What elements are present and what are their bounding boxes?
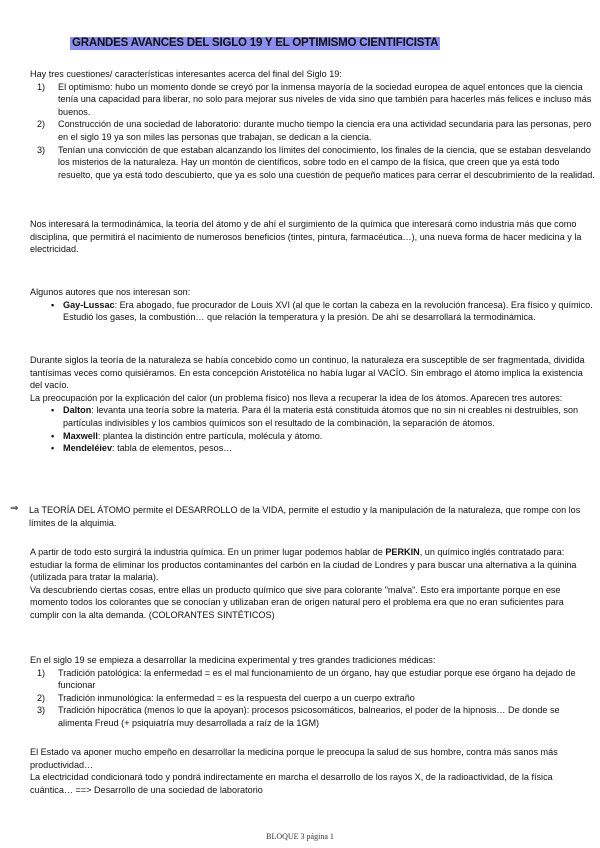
author-name: Dalton (63, 405, 92, 416)
author-text: : tabla de elementos, pesos… (112, 443, 233, 454)
authors-list (30, 299, 595, 324)
list-item (49, 442, 595, 455)
arrow-paragraph (10, 504, 595, 529)
characteristics-list (30, 81, 595, 182)
list-number: 2) (37, 119, 46, 130)
list-number: 2) (37, 692, 46, 703)
list-item (37, 118, 595, 143)
list-item (49, 299, 595, 324)
list-item (37, 704, 595, 729)
paragraph: En el siglo 19 se empieza a desarrollar la medicina experimental y tres grandes tradiciones médicas: (30, 655, 436, 665)
page-title: GRANDES AVANCES DEL SIGLO 19 Y EL OPTIMISMO CIENTIFICISTA (72, 37, 439, 49)
paragraph: Va descubriendo ciertas cosas, entre ellas un producto químico que sive para colorante "malva". Esto era importante porque en ese momento todos los colorantes que se conocían y utilizaban eran de origen natural pero el problema era que no eran suficientes para cumplir con la alta demanda. (COLORANTES SINTÉTICOS) (30, 584, 564, 620)
intro-section (30, 68, 595, 181)
atom-theory-conclusion (10, 504, 595, 529)
paragraph: La preocupación por la explicación del calor (un problema físico) nos lleva a recuperar la idea de los átomos. Aparecen tres autores: (30, 392, 563, 403)
bullet-icon: • (51, 405, 55, 416)
paragraph (30, 546, 595, 584)
termodinamica-paragraph (30, 218, 595, 256)
industry-section (30, 546, 595, 622)
author-text: : Era abogado, fue procurador de Louis XVI (al que le cortan la cabeza en la revolución francesa). Era físico y químico. Estudió los gases, la combustión… que relación la temperatura y la presión. De ahí se desarrollará la termodinámica. (63, 299, 593, 323)
bullet-icon: • (51, 430, 55, 441)
paragraph: El Estado va aponer mucho empeño en desarrollar la medicina porque le preocupa la salud de sus hombre, contra más sanos más productividad… (30, 747, 558, 770)
list-number: 1) (37, 667, 46, 678)
paragraph: Nos interesará la termodinámica, la teoría del átomo y de ahí el surgimiento de la química que interesará como industria más que como disciplina, que permitirá el nacimiento de numerosos beneficios (tintes, pintura, farmacéutica…), una nueva forma de hacer medicina y la electricidad. (30, 219, 582, 255)
bullet-icon: • (51, 443, 55, 454)
list-number: 3) (37, 144, 46, 155)
paragraph: Algunos autores que nos interesan son: (30, 287, 191, 297)
author-name: Gay-Lussac (63, 299, 115, 310)
list-text: Tradición hipocrática (menos lo que la apoyan): procesos psicosomáticos, balnearios, el poder de la hipnosis… De donde se alimenta Freud (+ psiquiatría muy desarrollada a raíz de la 1GM) (58, 705, 560, 728)
list-item (37, 81, 595, 119)
bullet-icon: • (51, 299, 55, 310)
list-number: 3) (37, 705, 46, 716)
list-item (37, 144, 595, 182)
intro-paragraph: Hay tres cuestiones/ características interesantes acerca del final del Siglo 19: (30, 69, 342, 79)
list-text: Tradición patológica: la enfermedad = es el mal funcionamiento de un órgano, hay que estudiar porque ese órgano ha dejado de funcionar (58, 667, 576, 691)
list-item (37, 692, 595, 705)
arrow-text: La TEORÍA DEL ÁTOMO permite el DESARROLLO de la VIDA, permite el estudio y la manipulación de la naturaleza, que rompe con los límites de la alquimia. (29, 505, 581, 528)
list-item (49, 404, 595, 429)
list-item (49, 430, 595, 443)
paragraph: Durante siglos la teoría de la naturaleza se había concebido como un continuo, la naturaleza era susceptible de ser fragmentada, dividida tantísimas veces como quisiéramos. En esta concepción Aristotélica no había lugar al VACÍO. Sin embrago el átomo implica la existencia del vacío. (30, 355, 585, 391)
paragraph: La electricidad condicionará todo y pondrá indirectamente en marcha el desarrollo de los rayos X, de la radioactividad, de la física cuántica… ==> Desarrollo de una sociedad de laboratorio (30, 772, 553, 795)
state-section (30, 746, 595, 796)
list-text: Tradición inmunológica: la enfermedad = es la respuesta del cuerpo a un cuerpo extraño (58, 692, 415, 703)
list-text: Construcción de una sociedad de laboratorio: durante mucho tiempo la ciencia era una actividad secundaria para las personas, pero en el siglo 19 ya son miles las personas que trabajan, se dedican a la ciencia. (58, 119, 592, 142)
author-text: : levanta una teoría sobre la materia. Para él la materia está constituida átomos que no sin ni creables ni destruibles, son partículas indivisibles y los cambios químicos son el resultado de la combinación, la separación de átomos. (63, 405, 579, 428)
author-text: : plantea la distinción entre partícula, molécula y átomo. (97, 430, 323, 441)
page-footer: BLOQUE 3 página 1 (266, 832, 334, 841)
arrow-icon: ⇒ (10, 503, 19, 514)
list-text: El optimismo: hubo un momento donde se creyó por la inmensa mayoría de la sociedad europea de aquel entonces que la ciencia tenía una capacidad para liberar, no solo para mejorar sus niveles de vida sino que también para hacerles más felices e incluso más buenos. (58, 81, 592, 117)
author-name: Mendeléiev (63, 443, 113, 454)
authors-section (30, 286, 595, 324)
medicine-section (30, 654, 595, 730)
medical-traditions-list (30, 667, 595, 730)
text-span: , un químico inglés contratado para: estudiar la forma de eliminar los productos contaminantes del carbón en la ciudad de Londres y para buscar una alternativa a la quinina (utilizada para tratar la malaria). (30, 547, 577, 583)
atom-authors-list (30, 404, 595, 454)
atom-section (30, 354, 595, 455)
list-item (37, 667, 595, 692)
text-span: A partir de todo esto surgirá la industria química. En un primer lugar podemos hablar de (30, 547, 386, 557)
list-number: 1) (37, 81, 46, 92)
author-name: PERKIN (385, 547, 420, 557)
list-text: Tenían una convicción de que estaban alcanzando los límites del conocimiento, los finales de la ciencia, que se estaban desvelando los misterios de la naturaleza. Hay un montón de científicos, sobre todo en el campo de la física, que creen que ya está todo resuelto, que ya está todo descubierto, que ya es solo una cuestión de pequeño matices para cerrar el descubrimiento de la realidad. (58, 144, 595, 180)
author-name: Maxwell (63, 430, 98, 441)
